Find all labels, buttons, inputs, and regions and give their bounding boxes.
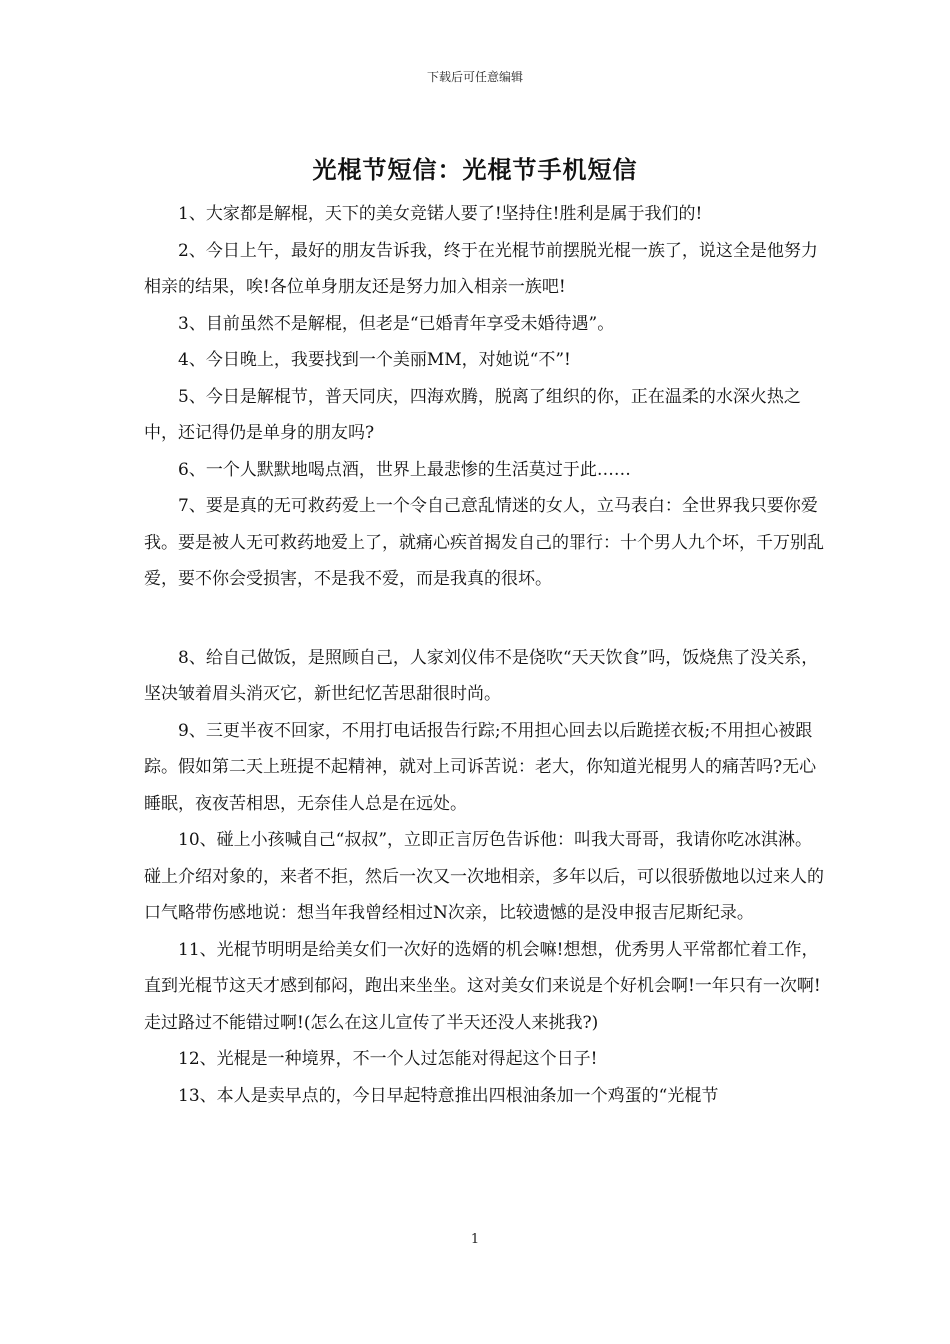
paragraph-4: 4、今日晚上，我要找到一个美丽MM，对她说“不”! [178, 350, 571, 370]
paragraph-9: 9、三更半夜不回家，不用打电话报告行踪;不用担心回去以后跪搓衣板;不用担心被跟踪。假如第二天上班提不起精神，就对上司诉苦说：老大，你知道光棍男人的痛苦吗?无心睡眠，夜夜苦相思，无奈佳人总是在远处。 [144, 720, 817, 814]
page-number: 1 [470, 1232, 480, 1247]
document-body [144, 196, 824, 1114]
paragraph-3: 3、目前虽然不是解棍，但老是“已婚青年享受未婚待遇”。 [178, 313, 615, 334]
paragraph-1: 1、大家都是解棍，天下的美女竞锘人要了!坚持住!胜利是属于我们的! [178, 204, 703, 224]
page-header: 下载后可任意编辑 [426, 70, 523, 84]
document-title: 光棍节短信：光棍节手机短信 [312, 155, 638, 184]
paragraph-8: 8、给自己做饭，是照顾自己，人家刘仪伟不是侥吹“天天饮食”吗，饭烧焦了没关系，坚决皱着眉头消灭它，新世纪忆苦思甜很时尚。 [144, 647, 819, 704]
paragraph-11: 11、光棍节明明是给美女们一次好的选婿的机会嘛!想想，优秀男人平常都忙着工作，直到光棍节这天才感到郁闷，跑出来坐坐。这对美女们来说是个好机会啊!一年只有一次啊!走过路过不能错过啊!(怎么在这儿宣传了半天还没人来挑我?) [144, 939, 821, 1033]
paragraph-10: 10、碰上小孩喊自己“叔叔”，立即正言厉色告诉他：叫我大哥哥，我请你吃冰淇淋。碰上介绍对象的，来者不拒，然后一次又一次地相亲，多年以后，可以很骄傲地以过来人的口气略带伤感地说：想当年我曾经相过N次亲，比较遗憾的是没申报吉尼斯纪录。 [144, 830, 824, 923]
paragraph-7: 7、要是真的无可救药爱上一个令自己意乱情迷的女人，立马表白：全世界我只要你爱我。要是被人无可救药地爱上了，就痛心疾首揭发自己的罪行：十个男人九个坏，千万别乱爱，要不你会受损害，不是我不爱，而是我真的很坏。 [144, 496, 824, 589]
paragraph-13: 13、本人是卖早点的，今日早起特意推出四根油条加一个鸡蛋的“光棍节 [178, 1085, 719, 1106]
paragraph-2: 2、今日上午，最好的朋友告诉我，终于在光棍节前摆脱光棍一族了，说这全是他努力相亲的结果，唉!各位单身朋友还是努力加入相亲一族吧! [144, 240, 818, 297]
paragraph-6: 6、一个人默默地喝点酒，世界上最悲惨的生活莫过于此…… [178, 459, 631, 480]
paragraph-5: 5、今日是解棍节，普天同庆，四海欢腾，脱离了组织的你，正在温柔的水深火热之中，还记得仍是单身的朋友吗? [144, 386, 801, 443]
paragraph-spacer [144, 598, 824, 640]
paragraph-12: 12、光棍是一种境界，不一个人过怎能对得起这个日子! [178, 1049, 598, 1069]
